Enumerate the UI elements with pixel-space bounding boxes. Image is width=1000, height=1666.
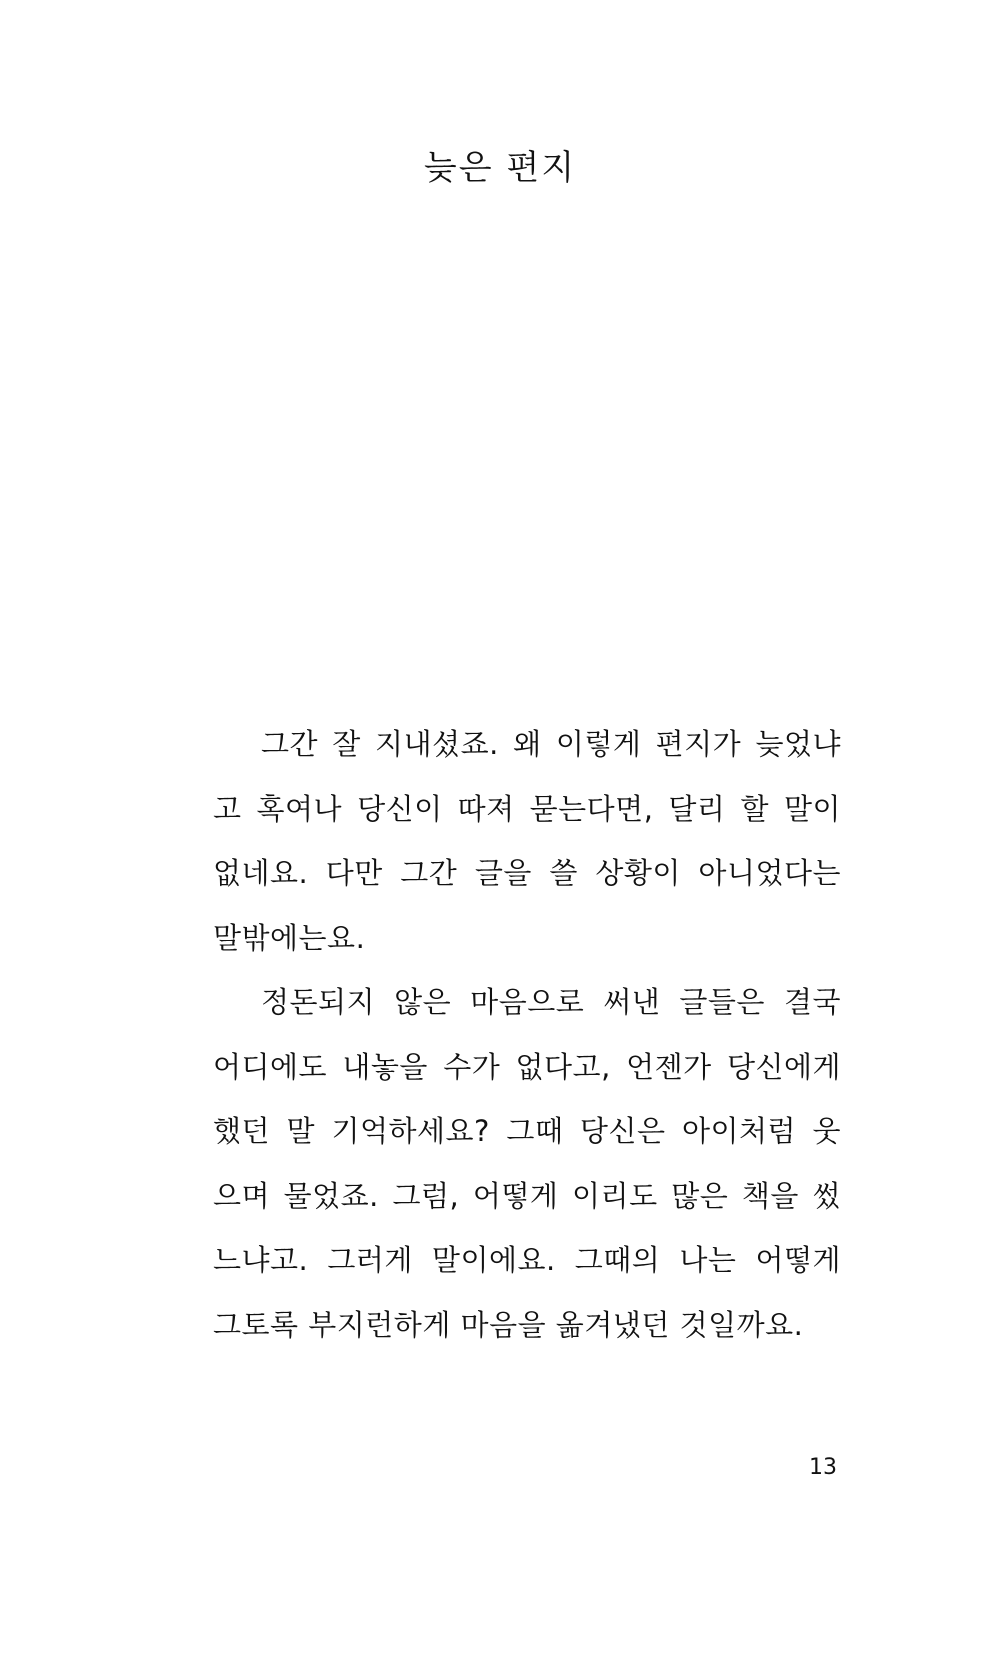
paragraph-line: 그토록 부지런하게 마음을 옮겨냈던 것일까요. (213, 1307, 804, 1342)
paragraph-2 (213, 970, 841, 1357)
paragraph-line: 으며 물었죠. 그럼, 어떻게 이리도 많은 책을 썼 (213, 1178, 841, 1213)
paragraph-line: 느냐고. 그러게 말이에요. 그때의 나는 어떻게 (213, 1243, 841, 1277)
paragraph-1 (213, 712, 841, 970)
paragraph-line: 말밖에는요. (213, 920, 366, 955)
chapter-title: 늦은 편지 (423, 148, 577, 188)
paragraph-line: 했던 말 기억하세요? 그때 당신은 아이처럼 웃 (213, 1114, 841, 1148)
paragraph-line: 고 혹여나 당신이 따져 묻는다면, 달리 할 말이 (213, 791, 841, 826)
paragraph-line: 어디에도 내놓을 수가 없다고, 언젠가 당신에게 (213, 1049, 841, 1084)
paragraph-line: 정돈되지 않은 마음으로 써낸 글들은 결국 (261, 985, 841, 1019)
paragraph-line: 없네요. 다만 그간 글을 쓸 상황이 아니었다는 (213, 856, 841, 890)
paragraph-line: 그간 잘 지내셨죠. 왜 이렇게 편지가 늦었냐 (261, 727, 841, 761)
page-number: 13 (809, 1455, 837, 1480)
body-text (213, 712, 841, 1357)
